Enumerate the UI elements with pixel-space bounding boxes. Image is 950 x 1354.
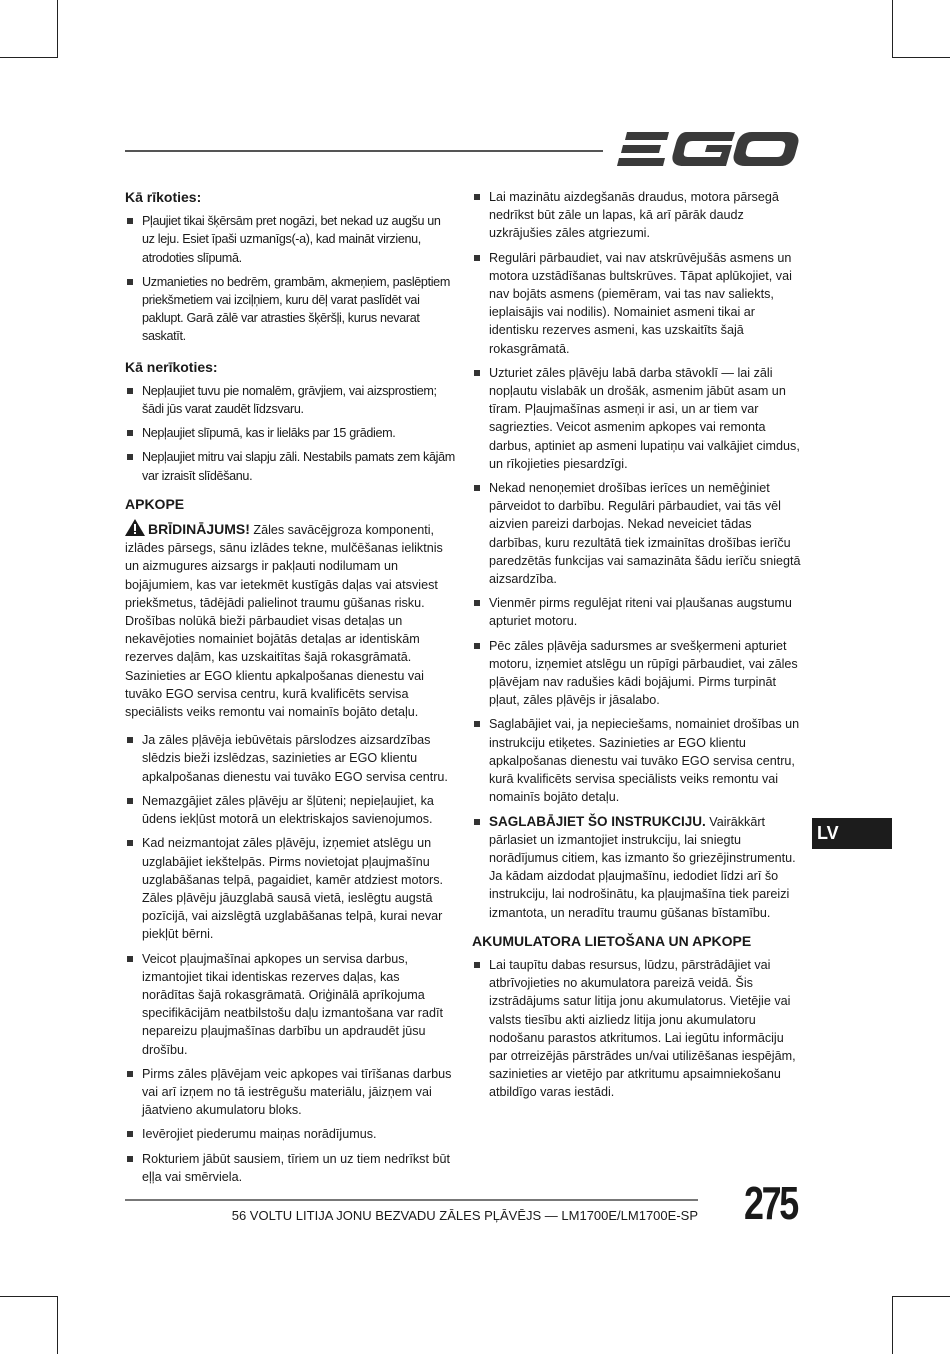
list-item: Nepļaujiet slīpumā, kas ir lielāks par 15 grādiem. — [125, 424, 455, 442]
page-number: 275 — [744, 1177, 797, 1229]
battery-list — [472, 956, 802, 1102]
crop-mark — [57, 0, 58, 58]
list-item: Veicot pļaujmašīnai apkopes un servisa darbus, izmantojiet tikai identiskas rezerves daļas, kas norādītas šajā rokasgrāmatā. Oriģinālā aprīkojuma specifikācijām neatbilstošu daļu izmantošana var radīt nepareizu pļaujmašīnas darbību un apdraudēt jūsu drošību. — [125, 950, 455, 1059]
list-item: Vienmēr pirms regulējat riteni vai pļaušanas augstumu apturiet motoru. — [472, 594, 802, 630]
list-item: Nemazgājiet zāles pļāvēju ar šļūteni; nepieļaujiet, ka ūdens iekļūst motorā un elektriskajos savienojumos. — [125, 792, 455, 828]
crop-mark — [57, 1296, 58, 1354]
list-item: Saglabājiet vai, ja nepieciešams, nomainiet drošības un instrukciju etiķetes. Sazinieties ar EGO klientu apkalpošanas dienestu vai tuvāko EGO servisa centru, kurā kvalificēts servisa speciālists veiks remontu vai nomainīs bojāto detaļu. — [472, 715, 802, 806]
list-item: Nekad nenoņemiet drošības ierīces un nemēģiniet pārveidot to darbību. Regulāri pārbaudiet, vai tās vēl aizvien pareizi darbojas. Nekad neveiciet tādas darbības, kuru rezultātā tiek izmainītas drošības ierīču paredzētās funkcijas vai samazināta šādu ierīču sniegtā aizsardzība. — [472, 479, 802, 588]
list-item: Pļaujiet tikai šķērsām pret nogāzi, bet nekad uz augšu un uz leju. Esiet īpaši uzmanīgs(-a), kad maināt virzienu, atrodoties slīpumā. — [125, 212, 455, 267]
maintenance-list — [125, 731, 455, 1186]
crop-mark — [0, 1296, 58, 1297]
footer-rule — [125, 1199, 698, 1201]
warning-triangle-icon — [125, 519, 145, 536]
donts-heading: Kā nerīkoties: — [125, 358, 218, 375]
ego-logo — [617, 130, 799, 170]
list-item: Kad neizmantojat zāles pļāvēju, izņemiet atslēgu un uzglabājiet iekštelpās. Pirms novietojat pļaujmašīnu uzglabāšanas telpā, pagaidiet, kamēr atdziest motors. Zāles pļāvēju jāuzglabā sausā vietā, ieslēgtu augstā pozīcijā, vai aizslēgtā uzglabāšanas telpā, kurai nevar piekļūt bērni. — [125, 834, 455, 943]
maintenance-heading: APKOPE — [125, 495, 185, 512]
dos-list — [125, 212, 455, 345]
list-item: Pēc zāles pļāvēja sadursmes ar svešķermeni apturiet motoru, izņemiet atslēgu un rūpīgi pārbaudiet, vai zāles pļāvējam nav radušies kādi bojājumi. Pirms turpināt pļaut, zāles pļāvējs ir jāsalabo. — [472, 637, 802, 710]
list-item: Lai taupītu dabas resursus, lūdzu, pārstrādājiet vai atbrīvojieties no akumulatora pareizā veidā. Šis izstrādājums satur litija jonu akumulatorus. Vietējie vai valsts tiesību akti aizliedz litija jonu akumulatoru nodošanu parastos atkritumos. Lai iegūtu informāciju par otrreizējās pārstrādes un/vai utilizēšanas iespējām, sazinieties ar vietējo par atkritumu apsaimniekošanu atbildīgo varas iestādi. — [472, 956, 802, 1102]
list-item: Ievērojiet piederumu maiņas norādījumus. — [125, 1125, 455, 1143]
list-item: Regulāri pārbaudiet, vai nav atskrūvējušās asmens un motora uzstādīšanas bultskrūves. Tāpat aplūkojiet, vai nav bojāts asmens (piemēram, vai tas nav saliekts, ieplaisājis vai nodilis). Nomainiet asmeni tikai ar identisku rezerves asmeni, kas uzskaitīts šajā rokasgrāmatā. — [472, 249, 802, 358]
list-item: Uzturiet zāles pļāvēju labā darba stāvoklī — lai zāli nopļautu vislabāk un drošāk, asmenim jābūt asam un tīram. Pļaujmašīnas asmeņi ir asi, un ar tiem var sagriezties. Veicot asmenim apkopes vai remonta darbus, aptiniet ap asmeni lupatiņu vai valkājiet cimdus, un rīkojieties piesardzīgi. — [472, 364, 802, 473]
list-item: Rokturiem jābūt sausiem, tīriem un uz tiem nedrīkst būt eļļa vai smērviela. — [125, 1150, 455, 1186]
maintenance-list-continued — [472, 188, 802, 922]
crop-mark — [0, 57, 58, 58]
list-item: Nepļaujiet tuvu pie nomalēm, grāvjiem, vai aizsprostiem; šādi jūs varat zaudēt līdzsvaru. — [125, 382, 455, 418]
battery-heading: AKUMULATORA LIETOŠANA UN APKOPE — [472, 932, 752, 949]
crop-mark — [892, 1296, 950, 1297]
header-rule — [125, 150, 603, 152]
crop-mark — [892, 0, 893, 58]
warning-text: Zāles savācējgroza komponenti, izlādes pārsegs, sānu izlādes tekne, mulčēšanas ieliktnis un aizmugures aizsargs ir pakļauti nodilumam un bojājumiem, kas var ietekmēt kustīgās daļas vai atsviest priekšmetus, tādējādi palielinot traumu gūšanas risku. Drošības nolūkā bieži pārbaudiet visas detaļas un nekavējoties nomainiet bojātās detaļas ar identiskām rezerves daļām, kas uzskaitītas šajā rokasgrāmatā. Sazinieties ar EGO klientu apkalpošanas dienestu vai tuvāko EGO servisa centru, kurā kvalificēts servisa speciālists veiks remontu vai nomainīs bojāto detaļu. — [125, 523, 443, 720]
list-item: Pirms zāles pļāvējam veic apkopes vai tīrīšanas darbus vai arī izņem no tā iestrēgušu materiālu, jāizņem vai jāatvieno akumulatoru bloks. — [125, 1065, 455, 1120]
list-item: Nepļaujiet mitru vai slapju zāli. Nestabils pamats zem kājām var izraisīt slīdēšanu. — [125, 448, 455, 484]
list-item: Ja zāles pļāvēja iebūvētais pārslodzes aizsardzības slēdzis bieži izslēdzas, sazinieties ar EGO klientu apkalpošanas dienestu vai tuvāko EGO servisa centru. — [125, 731, 455, 786]
left-column — [125, 188, 455, 1192]
save-instructions-text: Vairākkārt pārlasiet un izmantojiet instrukciju, lai sniegtu norādījumus citiem, kas izmanto šo griezējinstrumentu. Ja kādam aizdodat pļaujmašīnu, iedodiet līdzi arī šo instrukciju, lai nodrošinātu, ka pļaujmašīna tiek pareizi izmantota, un neradītu traumu gūšanas bīstamību. — [489, 814, 796, 920]
warning-paragraph — [125, 519, 455, 721]
list-item: Uzmanieties no bedrēm, grambām, akmeņiem, paslēptiem priekšmetiem vai izciļņiem, kuru dēļ varat paslīdēt vai paklupt. Garā zālē var atrasties šķēršļi, kurus nevarat saskatīt. — [125, 273, 455, 346]
list-item: Lai mazinātu aizdegšanās draudus, motora pārsegā nedrīkst būt zāle un lapas, kā arī pārāk daudz uzkrājušies zāles atgriezumi. — [472, 188, 802, 243]
warning-label: BRĪDINĀJUMS! — [148, 521, 250, 538]
right-column — [472, 188, 802, 1108]
language-tab: LV — [812, 818, 892, 849]
crop-mark — [892, 57, 950, 58]
save-instructions-item — [472, 813, 802, 922]
dos-heading: Kā rīkoties: — [125, 189, 202, 205]
save-instructions-label: SAGLABĀJIET ŠO INSTRUKCIJU. — [489, 813, 706, 829]
donts-list — [125, 382, 455, 485]
footer-title: 56 VOLTU LITIJA JONU BEZVADU ZĀLES PĻĀVĒJS — LM1700E/LM1700E-SP — [231, 1208, 698, 1223]
crop-mark — [892, 1296, 893, 1354]
